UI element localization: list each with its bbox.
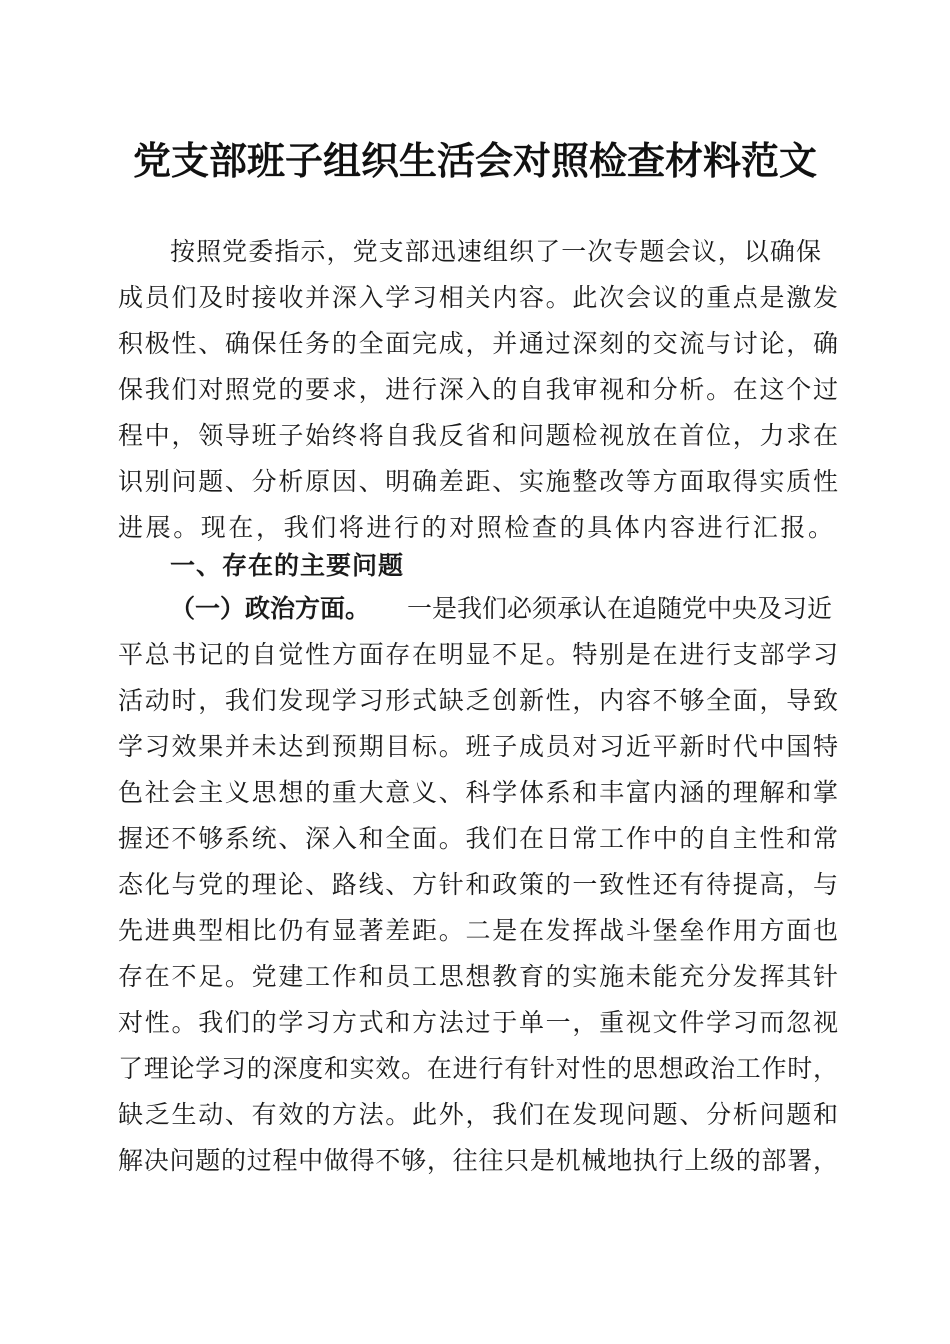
paragraph-line: 先进典型相比仍有显著差距。二是在发挥战斗堡垒作用方面也: [118, 916, 838, 945]
paragraph-line: 平总书记的自觉性方面存在明显不足。特别是在进行支部学习: [118, 640, 838, 669]
paragraph-line: [170, 586, 832, 632]
paragraph-line: 按照党委指示，党支部迅速组织了一次专题会议，以确保: [170, 237, 821, 266]
paragraph-line: 解决问题的过程中做得不够，往往只是机械地执行上级的部署，: [118, 1146, 838, 1175]
paragraph-line: 程中，领导班子始终将自我反省和问题检视放在首位，力求在: [118, 421, 838, 450]
paragraph-line: 了理论学习的深度和实效。在进行有针对性的思想政治工作时，: [118, 1054, 838, 1083]
paragraph-line: 存在不足。党建工作和员工思想教育的实施未能充分发挥其针: [118, 962, 838, 991]
paragraph-line: 积极性、确保任务的全面完成，并通过深刻的交流与讨论，确: [118, 329, 838, 358]
paragraph-line: 色社会主义思想的重大意义、科学体系和丰富内涵的理解和掌: [118, 778, 838, 807]
paragraph-line: 对性。我们的学习方式和方法过于单一，重视文件学习而忽视: [118, 1008, 838, 1037]
paragraph-line: 识别问题、分析原因、明确差距、实施整改等方面取得实质性: [118, 467, 838, 496]
paragraph-line: 进展。现在，我们将进行的对照检查的具体内容进行汇报。: [118, 513, 836, 542]
document-title: 党支部班子组织生活会对照检查材料范文: [132, 138, 817, 183]
paragraph-line: 握还不够系统、深入和全面。我们在日常工作中的自主性和常: [118, 824, 838, 853]
subsection-heading: （一）政治方面。: [170, 594, 371, 623]
paragraph-line: 保我们对照党的要求，进行深入的自我审视和分析。在这个过: [118, 375, 838, 404]
paragraph-line: 成员们及时接收并深入学习相关内容。此次会议的重点是激发: [118, 283, 838, 312]
paragraph-text: 一是我们必须承认在追随党中央及习近: [406, 594, 832, 623]
section-heading: 一、存在的主要问题: [170, 551, 405, 580]
paragraph-line: 活动时，我们发现学习形式缺乏创新性，内容不够全面，导致: [118, 686, 838, 715]
paragraph-line: 学习效果并未达到预期目标。班子成员对习近平新时代中国特: [118, 732, 838, 761]
paragraph-line: 缺乏生动、有效的方法。此外，我们在发现问题、分析问题和: [118, 1100, 838, 1129]
paragraph-line: 态化与党的理论、路线、方针和政策的一致性还有待提高，与: [118, 870, 838, 899]
